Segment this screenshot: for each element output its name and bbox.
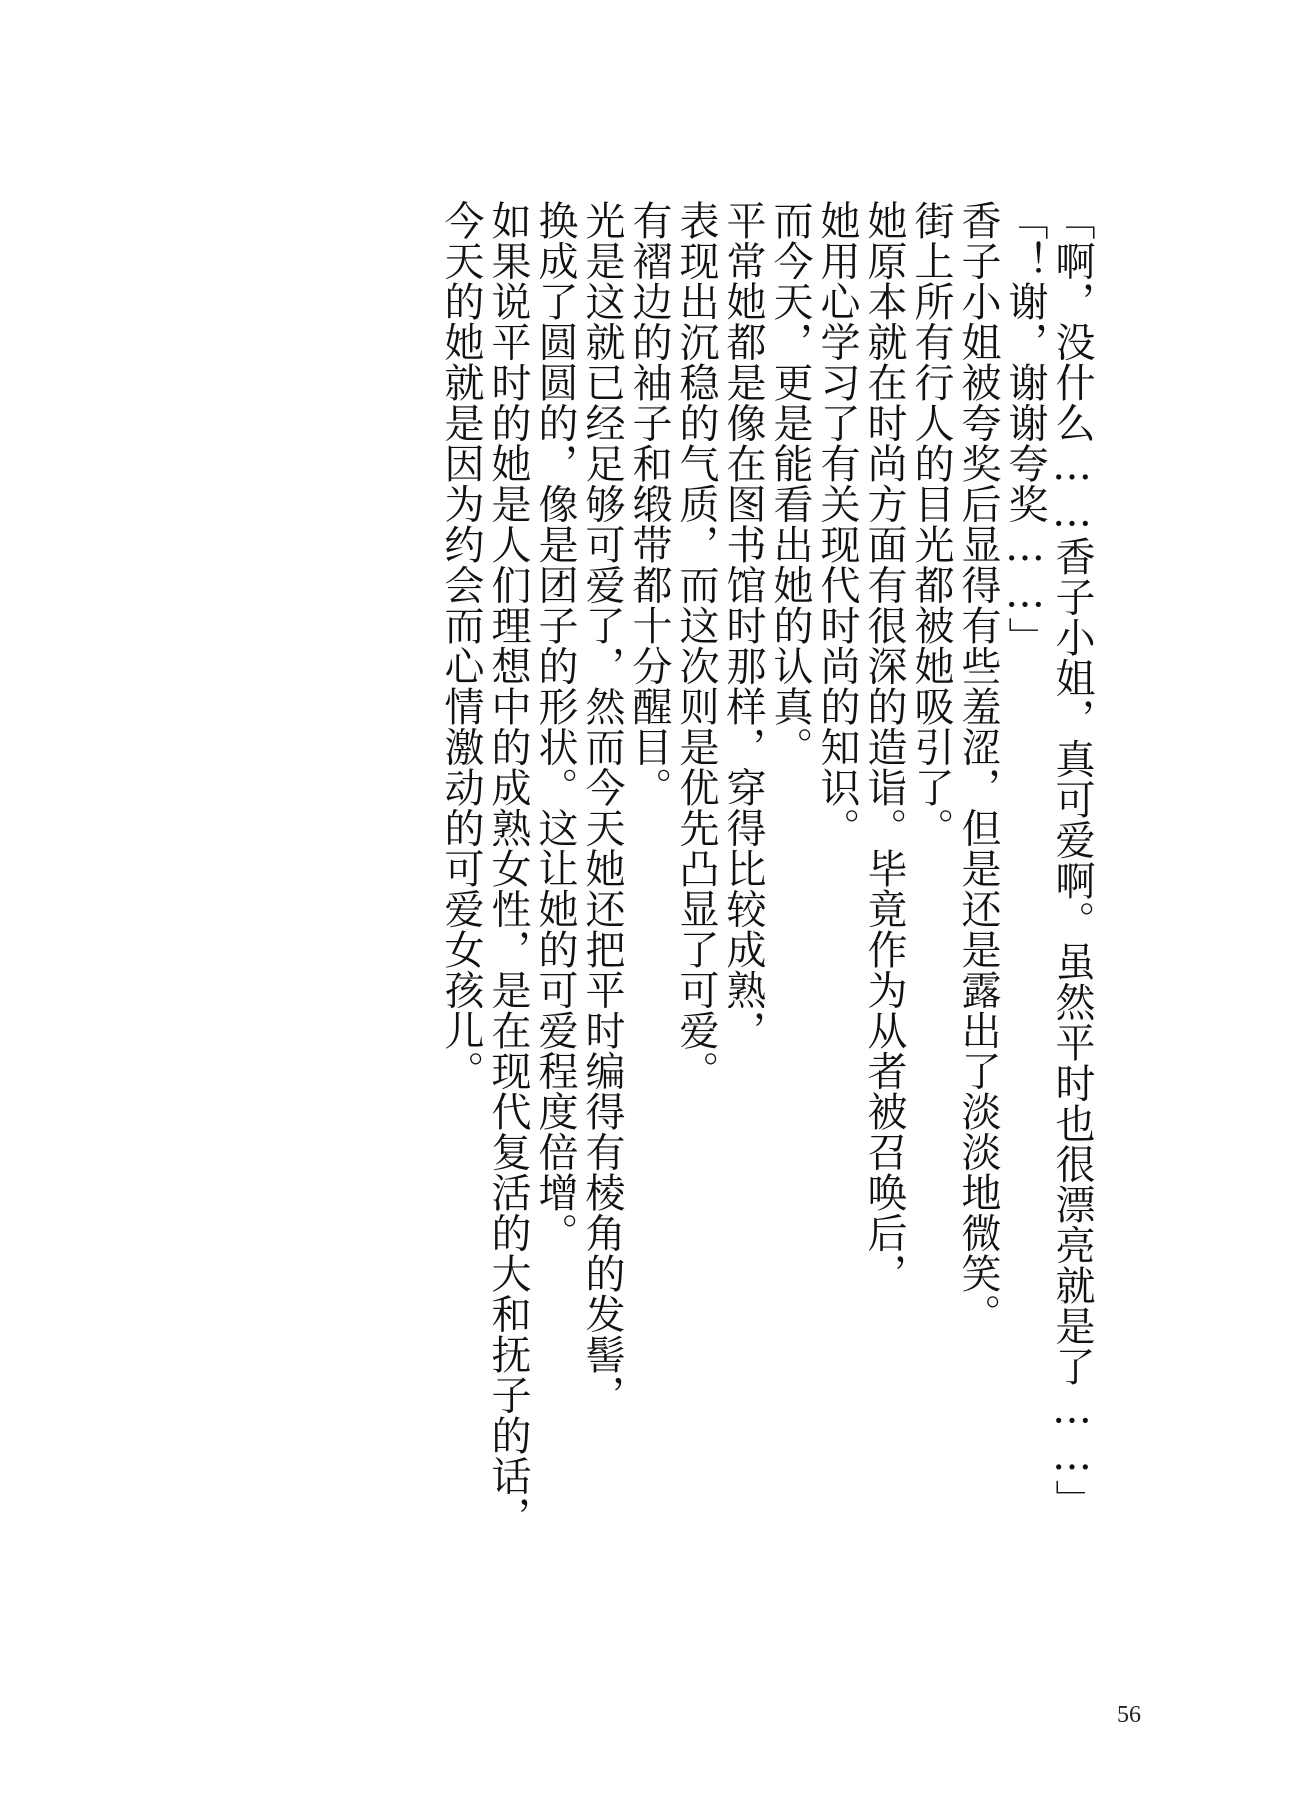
text-line: 平常她都是像在图书馆时那样，穿得比较成熟， <box>720 200 766 1051</box>
text-line: 「！谢，谢谢夸奖……」 <box>1002 200 1048 658</box>
text-line: 换成了圆圆的，像是团子的形状。这让她的可爱程度倍增。 <box>532 200 578 1253</box>
page-number: 56 <box>1117 1702 1141 1728</box>
text-line: 有褶边的袖子和缎带都十分醒目。 <box>626 200 672 808</box>
text-line: 街上所有行人的目光都被她吸引了。 <box>908 200 954 848</box>
text-line: 如果说平时的她是人们理想中的成熟女性，是在现代复活的大和抚子的话， <box>485 200 531 1537</box>
text-line: 今天的她就是因为约会而心情激动的可爱女孩儿。 <box>438 200 484 1091</box>
text-line: 光是这就已经足够可爱了，然而今天她还把平时编得有棱角的发髻， <box>579 200 625 1415</box>
text-line: 表现出沉稳的气质，而这次则是优先凸显了可爱。 <box>673 200 719 1091</box>
text-line: 她原本就在时尚方面有很深的造诣。毕竟作为从者被召唤后， <box>861 200 907 1294</box>
text-line: 「啊，没什么……香子小姐，真可爱啊。虽然平时也很漂亮就是了……」 <box>1049 200 1095 1520</box>
text-line: 香子小姐被夸奖后显得有些羞涩，但是还是露出了淡淡地微笑。 <box>955 200 1001 1334</box>
text-line: 她用心学习了有关现代时尚的知识。 <box>814 200 860 848</box>
text-line: 而今天，更是能看出她的认真。 <box>767 200 813 767</box>
vertical-text-block <box>437 200 1095 1537</box>
